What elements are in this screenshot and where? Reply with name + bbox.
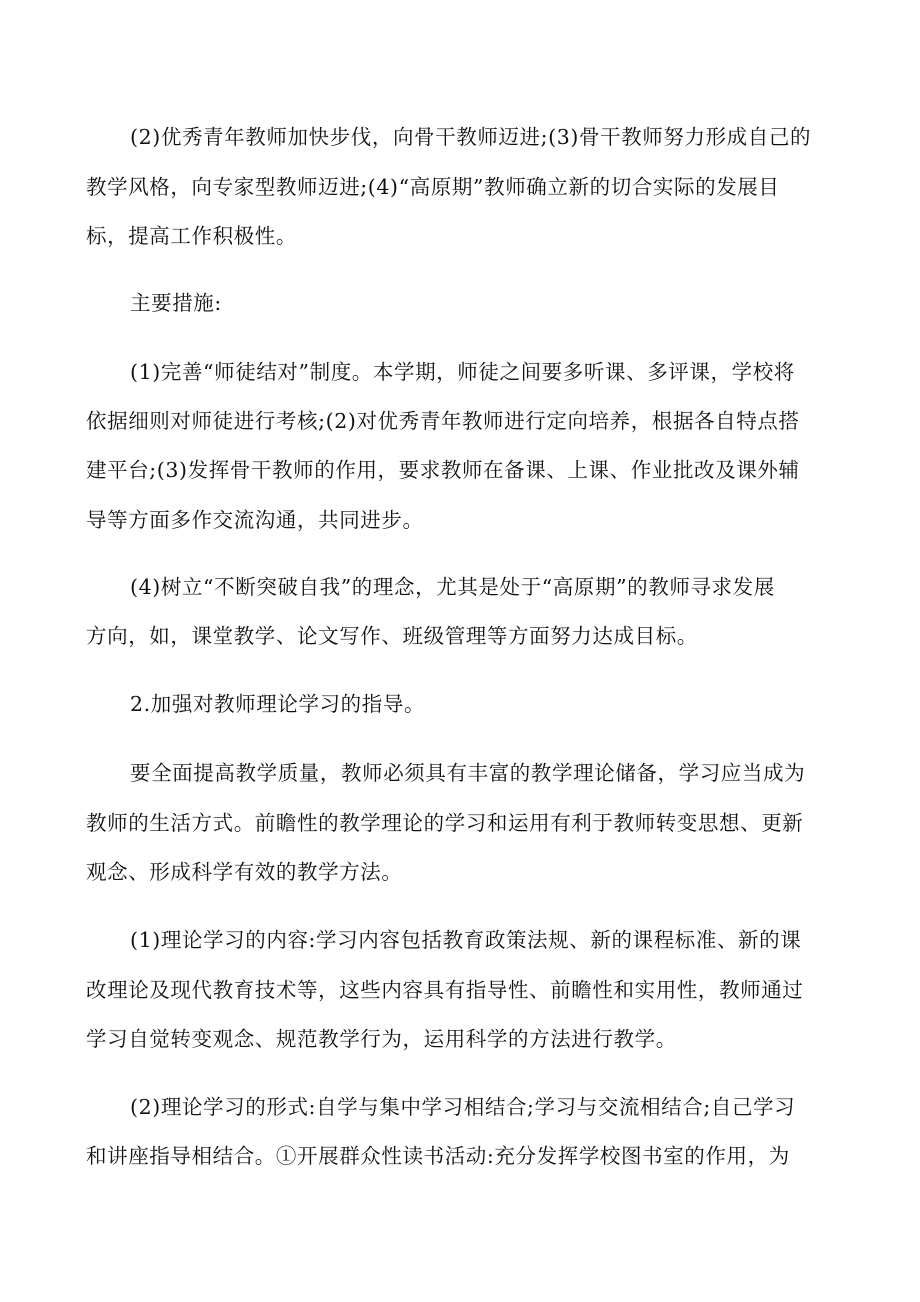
paragraph-line: (2)优秀青年教师加快步伐，向骨干教师迈进;(3)骨干教师努力形成自己的 <box>130 125 812 149</box>
section-heading: 2.加强对教师理论学习的指导。 <box>130 692 426 716</box>
paragraph-line: 改理论及现代教育技术等，这些内容具有指导性、前瞻性和实用性，教师通过 <box>86 978 804 1002</box>
paragraph-line: 要全面提高教学质量，教师必须具有丰富的教学理论储备，学习应当成为 <box>130 761 806 785</box>
paragraph-line: 导等方面多作交流沟通，共同进步。 <box>86 508 424 532</box>
paragraph-line: 教师的生活方式。前瞻性的教学理论的学习和运用有利于教师转变思想、更新 <box>86 811 804 835</box>
paragraph-line: 标，提高工作积极性。 <box>86 224 297 248</box>
paragraph-line: (2)理论学习的形式:自学与集中学习相结合;学习与交流相结合;自己学习 <box>130 1095 796 1119</box>
paragraph-line: 建平台;(3)发挥骨干教师的作用，要求教师在备课、上课、作业批改及课外辅 <box>86 458 800 482</box>
section-label: 主要措施: <box>130 291 222 315</box>
paragraph-line: 学习自觉转变观念、规范教学行为，运用科学的方法进行教学。 <box>86 1027 677 1051</box>
paragraph-line: (1)完善“师徒结对”制度。本学期，师徒之间要多听课、多评课，学校将 <box>130 360 795 384</box>
paragraph-line: 依据细则对师徒进行考核;(2)对优秀青年教师进行定向培养，根据各自特点搭 <box>86 409 800 433</box>
paragraph-line: 教学风格，向专家型教师迈进;(4)“高原期”教师确立新的切合实际的发展目 <box>86 175 780 199</box>
paragraph-line: (1)理论学习的内容:学习内容包括教育政策法规、新的课程标准、新的课 <box>130 928 802 952</box>
paragraph-line: 方向，如，课堂教学、论文写作、班级管理等方面努力达成目标。 <box>86 624 698 648</box>
paragraph-line: (4)树立“不断突破自我”的理念，尤其是处于“高原期”的教师寻求发展 <box>130 575 775 599</box>
paragraph-line: 观念、形成科学有效的教学方法。 <box>86 860 403 884</box>
paragraph-line: 和讲座指导相结合。①开展群众性读书活动:充分发挥学校图书室的作用，为 <box>86 1144 790 1168</box>
